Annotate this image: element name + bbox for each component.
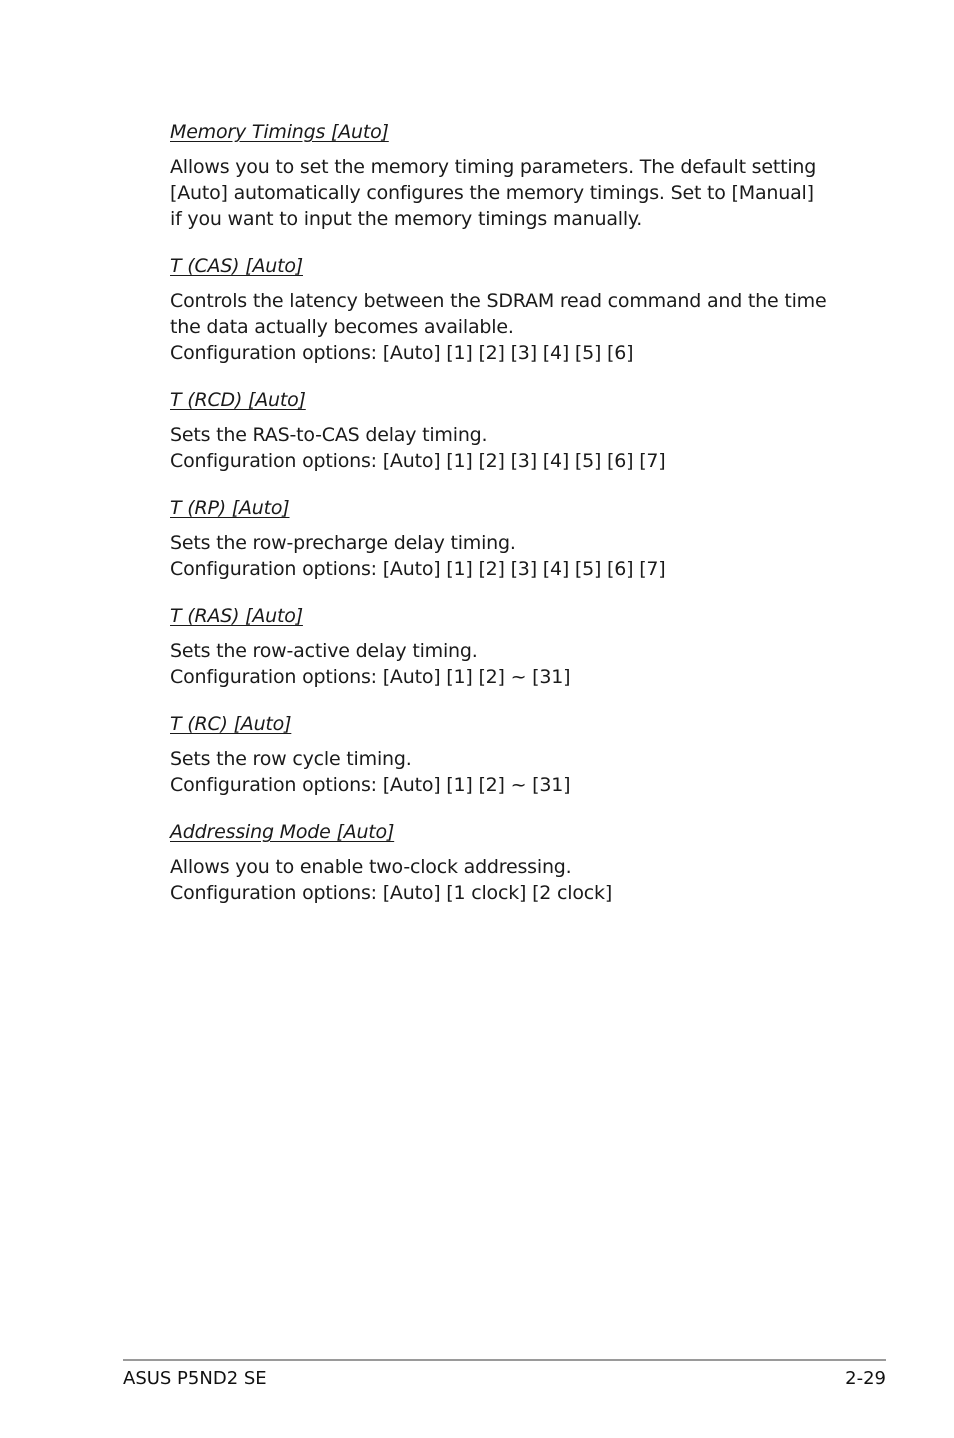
section-text: Sets the RAS-to-CAS delay timing.: [170, 424, 488, 446]
section-heading: T (RCD) [Auto]: [170, 389, 306, 411]
configuration-options: Configuration options: [Auto] [1] [2] [3] [4] [5] [6]: [170, 342, 634, 364]
section-text: the data actually becomes available.: [170, 316, 514, 338]
footer-page-number: 2-29: [845, 1368, 886, 1389]
configuration-options: Configuration options: [Auto] [1] [2] ~ [31]: [170, 666, 571, 688]
section-t-rcd: [170, 386, 850, 474]
section-memory-timings: [170, 118, 850, 232]
section-heading: T (RC) [Auto]: [170, 713, 292, 735]
section-heading: T (RP) [Auto]: [170, 497, 290, 519]
section-text: Sets the row cycle timing.: [170, 748, 412, 770]
section-text: Sets the row-precharge delay timing.: [170, 532, 516, 554]
configuration-options: Configuration options: [Auto] [1] [2] [3] [4] [5] [6] [7]: [170, 558, 666, 580]
section-heading: T (RAS) [Auto]: [170, 605, 303, 627]
section-t-rc: [170, 710, 850, 798]
configuration-options: Configuration options: [Auto] [1 clock] [2 clock]: [170, 882, 613, 904]
section-text: Sets the row-active delay timing.: [170, 640, 478, 662]
section-text: Allows you to enable two-clock addressing.: [170, 856, 572, 878]
footer-product-name: ASUS P5ND2 SE: [123, 1368, 267, 1389]
manual-content: [170, 118, 850, 926]
section-t-ras: [170, 602, 850, 690]
section-heading: T (CAS) [Auto]: [170, 255, 303, 277]
section-text: Controls the latency between the SDRAM read command and the time: [170, 290, 827, 312]
configuration-options: Configuration options: [Auto] [1] [2] [3] [4] [5] [6] [7]: [170, 450, 666, 472]
section-text: [Auto] automatically configures the memory timings. Set to [Manual]: [170, 182, 814, 204]
configuration-options: Configuration options: [Auto] [1] [2] ~ [31]: [170, 774, 571, 796]
footer-divider: [123, 1359, 886, 1361]
section-addressing-mode: [170, 818, 850, 906]
section-t-cas: [170, 252, 850, 366]
section-text: Allows you to set the memory timing parameters. The default setting: [170, 156, 817, 178]
section-heading: Addressing Mode [Auto]: [170, 821, 395, 843]
section-text: if you want to input the memory timings manually.: [170, 208, 643, 230]
section-heading: Memory Timings [Auto]: [170, 121, 389, 143]
section-t-rp: [170, 494, 850, 582]
